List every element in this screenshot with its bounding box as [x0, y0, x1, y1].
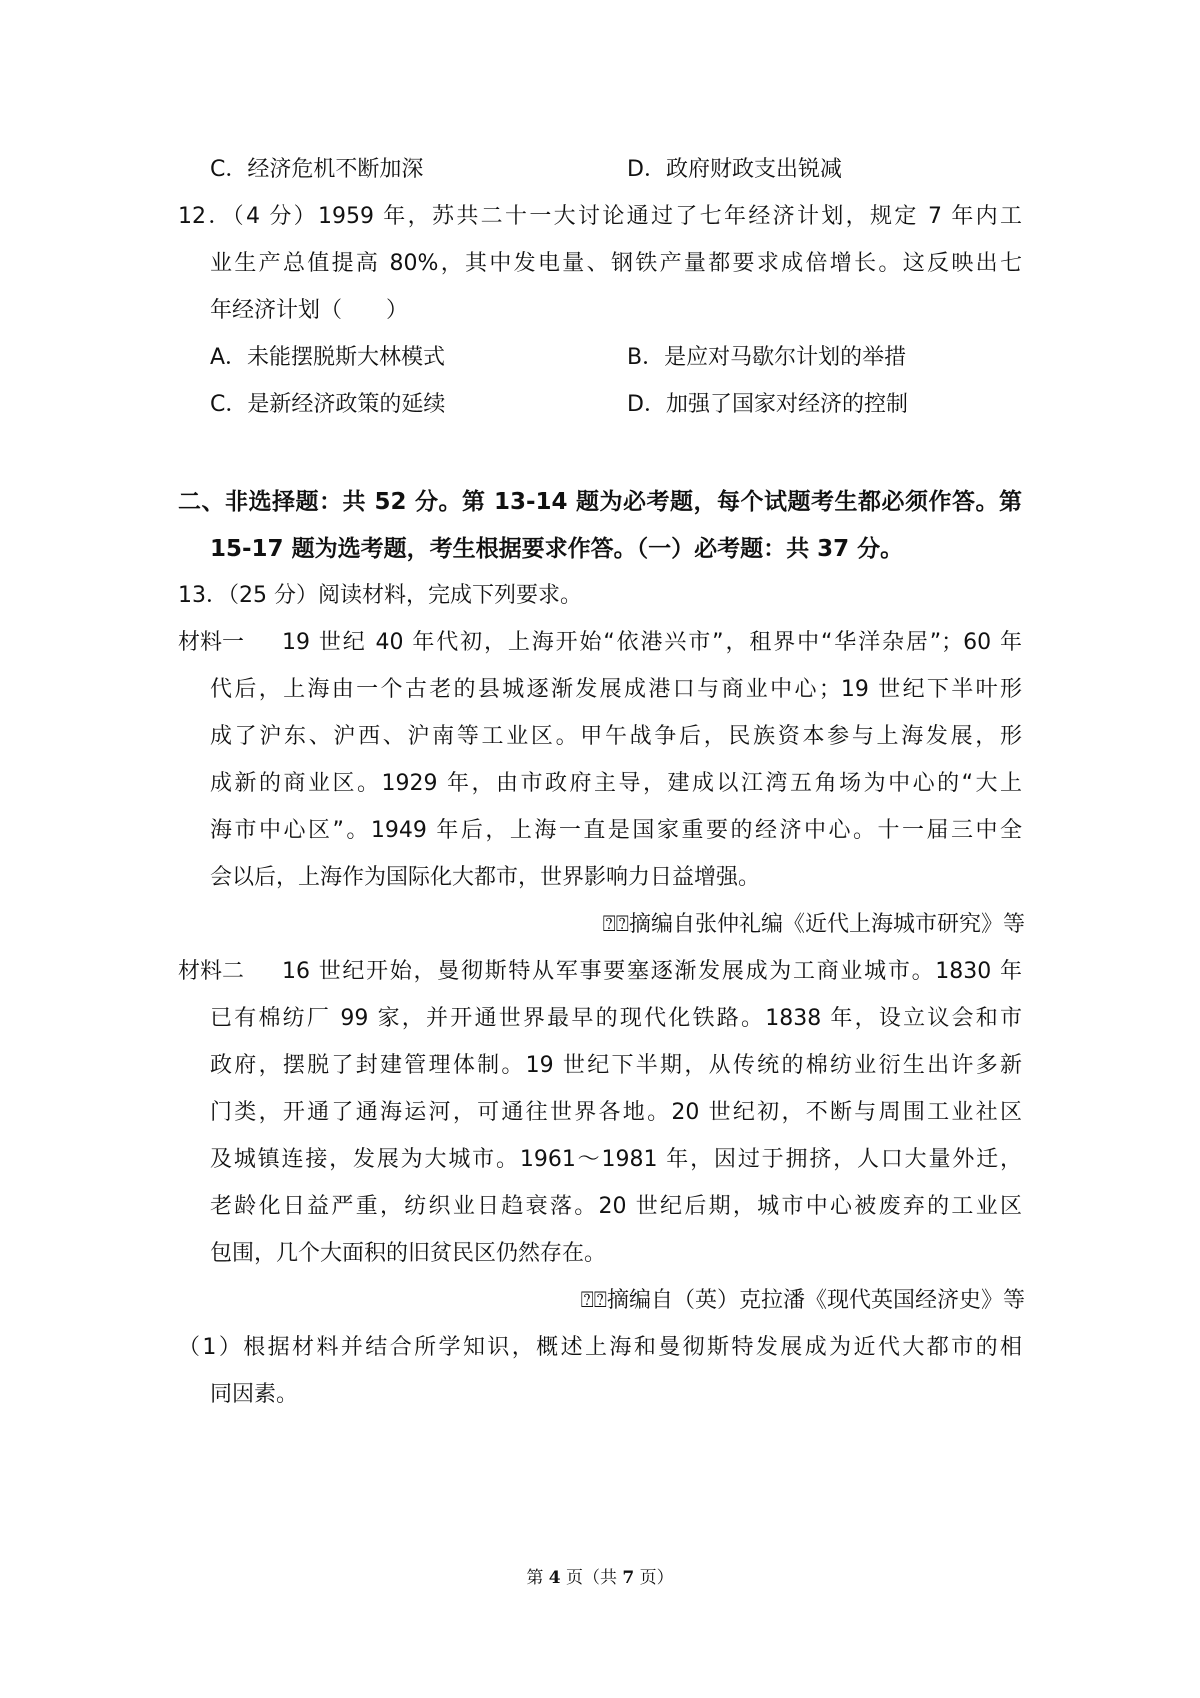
material2-line-3: 政府，摆脱了封建管理体制。19 世纪下半期，从传统的棉纺业衍生出许多新 [210, 1053, 1022, 1078]
material2-line-5: 及城镇连接，发展为大城市。1961～1981 年，因过于拥挤，人口大量外迁， [210, 1147, 1022, 1172]
q12-option-d: D．加强了国家对经济的控制 [627, 392, 908, 417]
material2-source: ⍰⍰摘编自（英）克拉潘《现代英国经济史》等 [580, 1288, 1025, 1313]
q12-option-c: C．是新经济政策的延续 [210, 392, 446, 417]
material1-line-1: 材料一 19 世纪 40 年代初，上海开始“依港兴市”，租界中“华洋杂居”；60 年 [0, 619, 1200, 667]
page-total: 7 [622, 1568, 635, 1588]
material1-label: 材料一 [178, 630, 245, 655]
material2-line-6: 老龄化日益严重，纺织业日趋衰落。20 世纪后期，城市中心被废弃的工业区 [210, 1194, 1022, 1219]
q12-stem-line-1: 12．（4 分）1959 年，苏共二十一大讨论通过了七年经济计划，规定 7 年内工 [178, 204, 1022, 229]
q11-option-d: D．政府财政支出锐减 [627, 157, 842, 182]
material2-line-4: 门类，开通了通海运河，可通往世界各地。20 世纪初，不断与周围工业社区 [210, 1100, 1022, 1125]
q11-option-c: C．经济危机不断加深 [210, 157, 424, 182]
q12-option-a: A．未能摆脱斯大林模式 [210, 345, 446, 370]
material1-line-6: 会以后，上海作为国际化大都市，世界影响力日益增强。 [210, 865, 761, 890]
page-number: 4 [548, 1568, 561, 1588]
q12-stem-line-2: 业生产总值提高 80%，其中发电量、钢铁产量都要求成倍增长。这反映出七 [210, 251, 1022, 276]
material2-line-7: 包围，几个大面积的旧贫民区仍然存在。 [210, 1241, 607, 1266]
section-heading-line-1: 二、非选择题：共 52 分。第 13-14 题为必考题，每个试题考生都必须作答。第 [178, 489, 1022, 515]
q12-stem-line-3: 年经济计划（ ） [210, 298, 409, 323]
material1-line-5: 海市中心区”。1949 年后，上海一直是国家重要的经济中心。十一届三中全 [210, 818, 1022, 843]
q12-options-row-1 [0, 334, 1200, 382]
q13-intro: 13．（25 分）阅读材料，完成下列要求。 [178, 583, 582, 608]
material2-line-2: 已有棉纺厂 99 家，并开通世界最早的现代化铁路。1838 年，设立议会和市 [210, 1006, 1022, 1031]
section-heading-line-2: 15-17 题为选考题，考生根据要求作答。（一）必考题：共 37 分。 [210, 536, 904, 562]
material2-label: 材料二 [178, 959, 245, 984]
material1-line-3: 成了沪东、沪西、沪南等工业区。甲午战争后，民族资本参与上海发展，形 [210, 724, 1022, 749]
q12-options-row-2 [0, 381, 1200, 429]
material1-line-2: 代后，上海由一个古老的县城逐渐发展成港口与商业中心；19 世纪下半叶形 [210, 677, 1022, 702]
q13-sub1-line-1: （1）根据材料并结合所学知识，概述上海和曼彻斯特发展成为近代大都市的相 [178, 1335, 1022, 1360]
material1-source: ⍰⍰摘编自张仲礼编《近代上海城市研究》等 [602, 912, 1025, 937]
q11-options-row [0, 146, 1200, 194]
page-footer: 第 4 页（共 7 页） [526, 1568, 674, 1588]
material1-line-4: 成新的商业区。1929 年，由市政府主导，建成以江湾五角场为中心的“大上 [210, 771, 1022, 796]
material2-line-1: 材料二 16 世纪开始，曼彻斯特从军事要塞逐渐发展成为工商业城市。1830 年 [0, 948, 1200, 996]
q13-sub1-line-2: 同因素。 [210, 1382, 299, 1407]
q12-option-b: B．是应对马歇尔计划的举措 [627, 345, 907, 370]
